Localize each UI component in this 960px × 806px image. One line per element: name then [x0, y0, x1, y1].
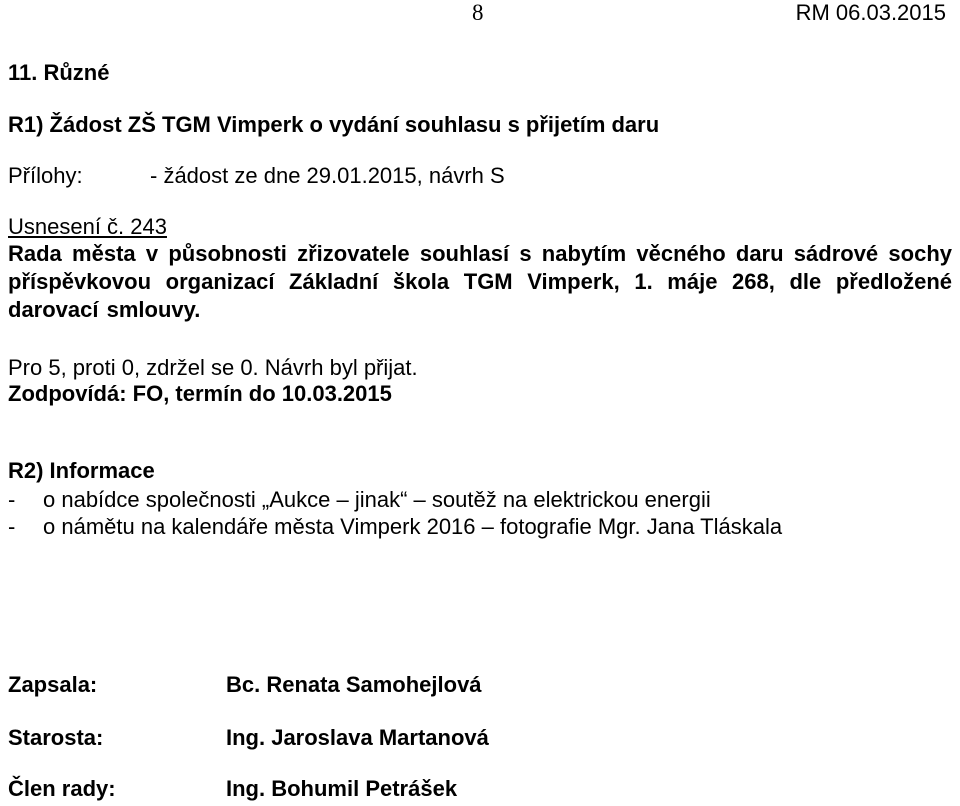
list-item — [8, 514, 782, 540]
signature-label-mayor: Starosta: — [8, 725, 104, 750]
signature-name-council-member: Ing. Bohumil Petrášek — [226, 776, 458, 801]
signature-name-recorder: Bc. Renata Samohejlová — [226, 672, 482, 697]
resolution-label: Usnesení č. 243 — [8, 214, 167, 239]
attachments-value: - žádost ze dne 29.01.2015, návrh S — [150, 163, 505, 188]
page-number: 8 — [472, 0, 484, 25]
signature-label-council-member: Člen rady: — [8, 776, 116, 801]
list-item-text: o nabídce společnosti „Aukce – jinak“ – soutěž na elektrickou energii — [43, 487, 711, 512]
list-dash: - — [8, 514, 16, 539]
document-date: RM 06.03.2015 — [795, 0, 946, 25]
section-title: 11. Různé — [8, 60, 110, 85]
r1-title: R1) Žádost ZŠ TGM Vimperk o vydání souhlasu s přijetím daru — [8, 112, 660, 137]
r2-title: R2) Informace — [8, 458, 155, 483]
signature-label-recorder: Zapsala: — [8, 672, 98, 697]
responsible-line: Zodpovídá: FO, termín do 10.03.2015 — [8, 381, 392, 406]
list-item — [8, 487, 711, 513]
attachments-label: Přílohy: — [8, 163, 83, 188]
list-dash: - — [8, 487, 16, 512]
vote-result: Pro 5, proti 0, zdržel se 0. Návrh byl přijat. — [8, 355, 418, 380]
list-item-text: o námětu na kalendáře města Vimperk 2016 – fotografie Mgr. Jana Tláskala — [43, 514, 783, 539]
signature-name-mayor: Ing. Jaroslava Martanová — [226, 725, 489, 750]
resolution-text: Rada města v působnosti zřizovatele souhlasí s nabytím věcného daru sádrové sochy příspěvkovou organizací Základní škola TGM Vimperk, 1. máje 268, dle předložené darovací smlouvy. — [8, 241, 952, 322]
